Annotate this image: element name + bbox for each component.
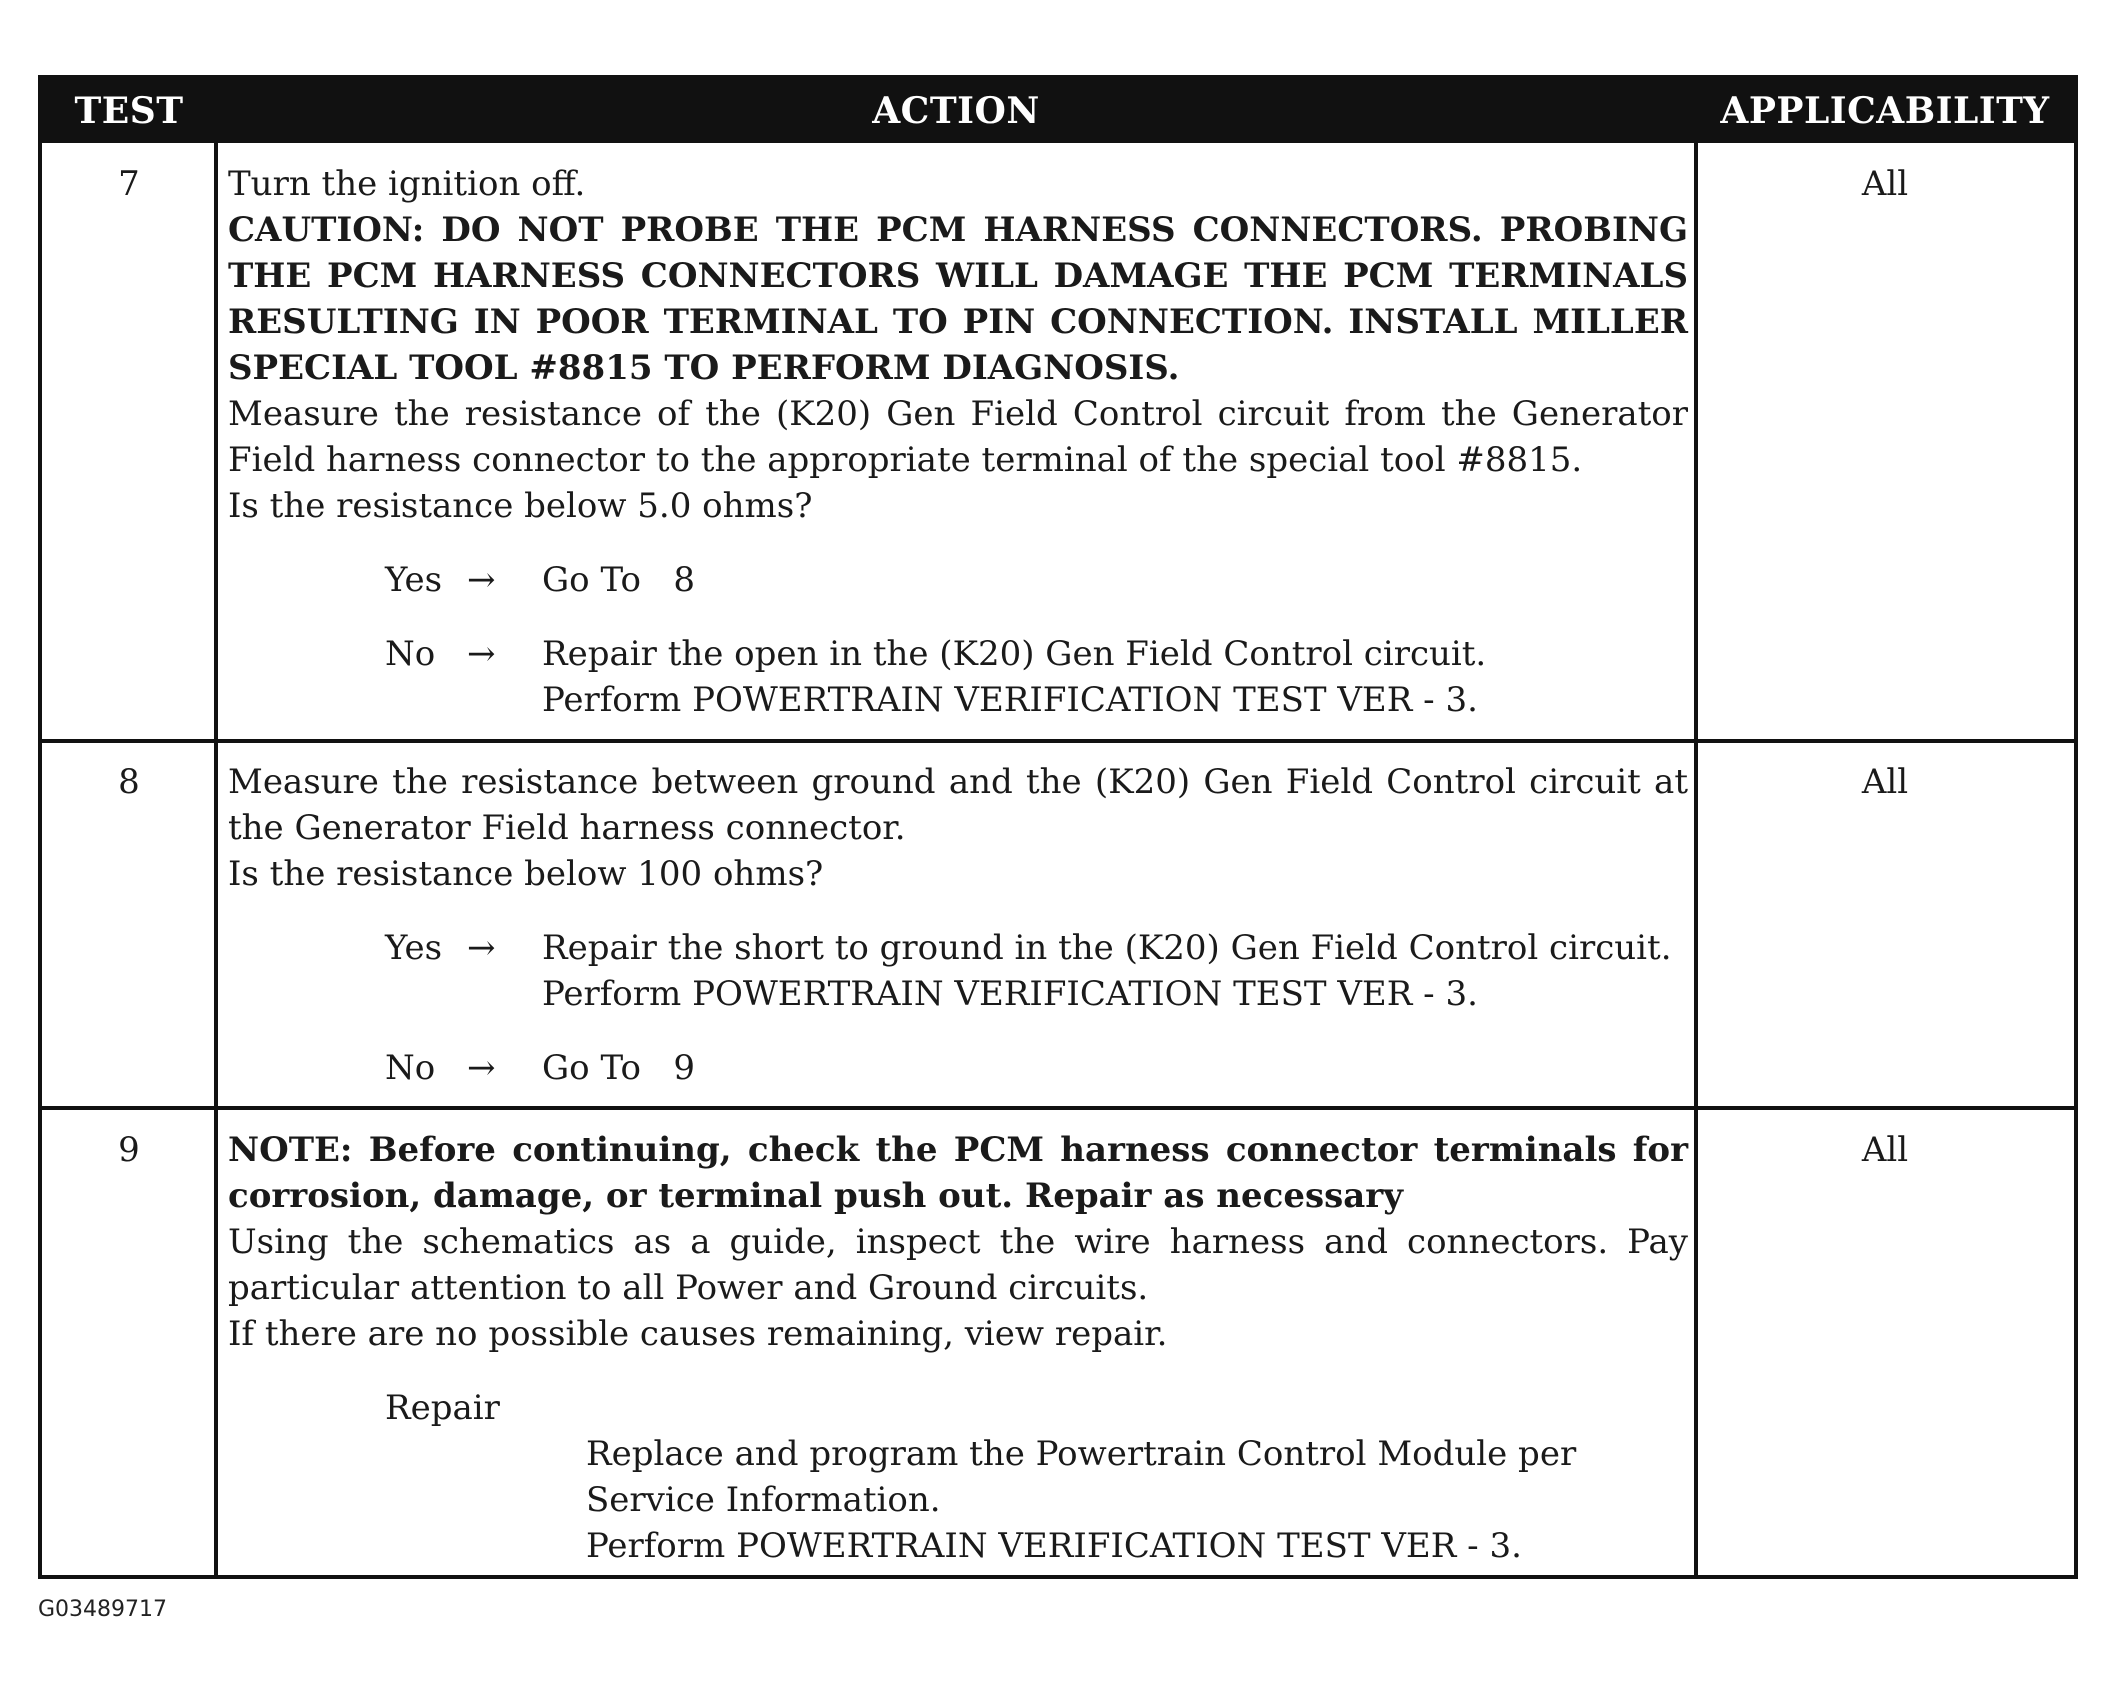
applicability-value: All	[1861, 164, 1909, 204]
action-text: Measure the resistance of the (K20) Gen Field Control circuit from the Generator Field harness connector to the appropriate terminal of the special tool #8815.	[228, 394, 1688, 480]
test-number: 8	[118, 762, 140, 802]
option-yes	[385, 925, 1688, 1017]
figure-id: G03489717	[38, 1597, 168, 1622]
option-text: Perform POWERTRAIN VERIFICATION TEST VER - 3.	[542, 974, 1478, 1014]
repair-text: Replace and program the Powertrain Control Module per Service Information.	[586, 1434, 1577, 1520]
note-text: NOTE: Before continuing, check the PCM harness connector terminals for corrosion, damage, or terminal push out. Repair as necessary	[228, 1130, 1688, 1216]
question-text: Is the resistance below 5.0 ohms?	[228, 486, 813, 526]
action-text: Measure the resistance between ground and the (K20) Gen Field Control circuit at the Generator Field harness connector.	[228, 762, 1688, 848]
option-text: Go To 8	[542, 560, 695, 600]
header-applicability: APPLICABILITY	[1696, 79, 2074, 143]
action-text: Turn the ignition off.	[228, 164, 586, 204]
header-action: ACTION	[216, 79, 1696, 143]
action-cell	[228, 161, 1688, 723]
action-text: Using the schematics as a guide, inspect the wire harness and connectors. Pay particular attention to all Power and Ground circuits.	[228, 1222, 1688, 1308]
row-divider	[42, 739, 2074, 743]
option-yes	[385, 557, 1688, 603]
diagnostic-table	[38, 75, 2078, 1579]
option-text: Perform POWERTRAIN VERIFICATION TEST VER - 3.	[542, 680, 1478, 720]
action-cell	[228, 759, 1688, 1091]
repair-label: Repair	[385, 1388, 500, 1428]
repair-text: Perform POWERTRAIN VERIFICATION TEST VER - 3.	[586, 1526, 1522, 1566]
row-divider	[42, 1106, 2074, 1110]
option-text: Repair the short to ground in the (K20) Gen Field Control circuit.	[542, 928, 1672, 968]
test-number: 7	[118, 164, 140, 204]
caution-text: CAUTION: DO NOT PROBE THE PCM HARNESS CONNECTORS. PROBING THE PCM HARNESS CONNECTORS WILL DAMAGE THE PCM TERMINALS RESULTING IN POOR TERMINAL TO PIN CONNECTION. INSTALL MILLER SPECIAL TOOL #8815 TO PERFORM DIAGNOSIS.	[228, 210, 1688, 388]
option-label: No	[385, 1048, 436, 1088]
option-label: No	[385, 634, 436, 674]
option-no	[385, 631, 1688, 723]
column-divider	[214, 79, 218, 1575]
action-text: If there are no possible causes remaining, view repair.	[228, 1314, 1168, 1354]
option-label: Yes	[385, 560, 443, 600]
arrow-icon: →	[467, 928, 496, 968]
header-test: TEST	[42, 79, 216, 143]
arrow-icon: →	[467, 634, 496, 674]
column-divider	[1694, 79, 1698, 1575]
arrow-icon: →	[467, 560, 496, 600]
action-cell	[228, 1127, 1688, 1569]
option-label: Yes	[385, 928, 443, 968]
question-text: Is the resistance below 100 ohms?	[228, 854, 824, 894]
applicability-value: All	[1861, 1130, 1909, 1170]
option-text: Go To 9	[542, 1048, 695, 1088]
option-no	[385, 1045, 1688, 1091]
option-text: Repair the open in the (K20) Gen Field Control circuit.	[542, 634, 1487, 674]
arrow-icon: →	[467, 1048, 496, 1088]
test-number: 9	[118, 1130, 140, 1170]
applicability-value: All	[1861, 762, 1909, 802]
